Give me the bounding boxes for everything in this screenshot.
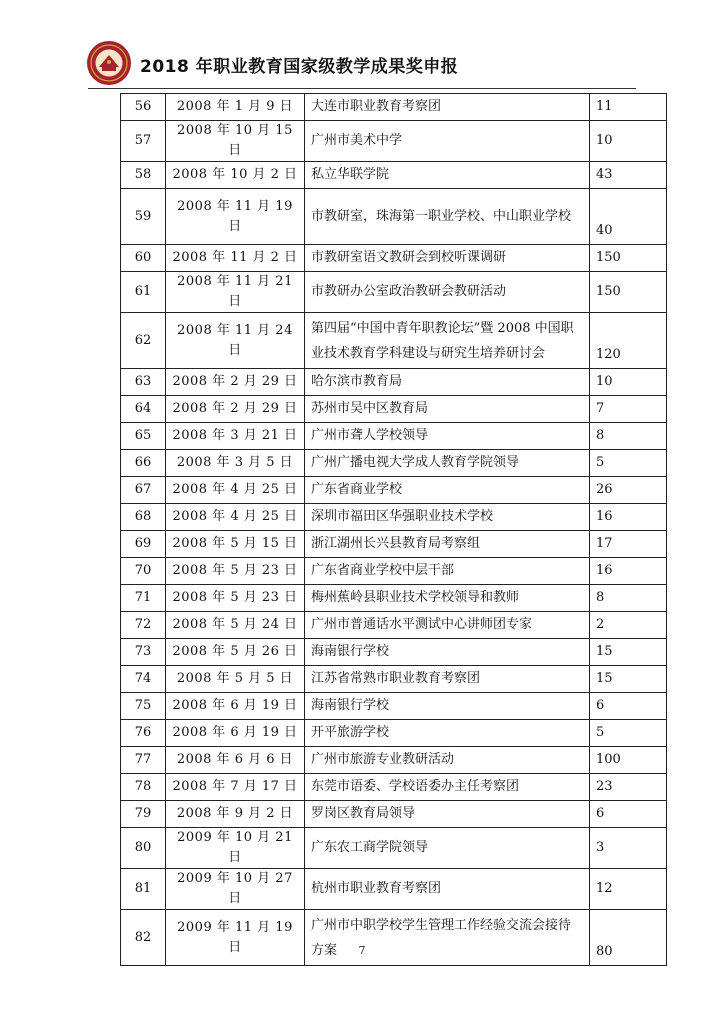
row-number-cell: 67 (121, 477, 166, 504)
row-unit-cell: 罗岗区教育局领导 (305, 801, 590, 828)
table-row (121, 666, 667, 693)
row-number-cell: 75 (121, 693, 166, 720)
row-unit-cell: 深圳市福田区华强职业技术学校 (305, 504, 590, 531)
header-title: 2018 年职业教育国家级教学成果奖申报 (140, 57, 459, 77)
row-count-cell: 43 (590, 162, 667, 189)
row-unit-cell: 广州市中职学校学生管理工作经验交流会接待方案 (305, 910, 590, 966)
row-date-cell: 2008 年 11 月 24 日 (166, 313, 305, 369)
row-number-cell: 63 (121, 369, 166, 396)
row-number-cell: 64 (121, 396, 166, 423)
row-unit-cell: 广州市聋人学校领导 (305, 423, 590, 450)
row-count-cell: 80 (590, 910, 667, 966)
row-unit-cell: 广州市旅游专业教研活动 (305, 747, 590, 774)
table-row (121, 910, 667, 966)
row-number-cell: 66 (121, 450, 166, 477)
row-unit-cell: 广东省商业学校中层干部 (305, 558, 590, 585)
row-unit-cell: 苏州市吴中区教育局 (305, 396, 590, 423)
row-date-cell: 2008 年 7 月 17 日 (166, 774, 305, 801)
row-date-cell: 2008 年 10 月 2 日 (166, 162, 305, 189)
row-unit-cell: 第四届“中国中青年职教论坛”暨 2008 中国职业技术教育学科建设与研究生培养研讨会 (305, 313, 590, 369)
row-date-cell: 2008 年 2 月 29 日 (166, 369, 305, 396)
row-number-cell: 59 (121, 189, 166, 245)
row-number-cell: 71 (121, 585, 166, 612)
row-date-cell: 2008 年 6 月 19 日 (166, 720, 305, 747)
row-date-cell: 2008 年 9 月 2 日 (166, 801, 305, 828)
row-count-cell: 5 (590, 720, 667, 747)
row-count-cell: 16 (590, 504, 667, 531)
row-number-cell: 70 (121, 558, 166, 585)
row-number-cell: 60 (121, 245, 166, 272)
reception-records-table (120, 93, 667, 966)
row-count-cell: 6 (590, 693, 667, 720)
row-unit-cell: 江苏省常熟市职业教育考察团 (305, 666, 590, 693)
row-number-cell: 79 (121, 801, 166, 828)
row-number-cell: 82 (121, 910, 166, 966)
row-number-cell: 58 (121, 162, 166, 189)
row-unit-cell: 大连市职业教育考察团 (305, 94, 590, 121)
row-unit-cell: 哈尔滨市教育局 (305, 369, 590, 396)
row-count-cell: 150 (590, 245, 667, 272)
row-number-cell: 65 (121, 423, 166, 450)
row-count-cell: 10 (590, 121, 667, 162)
row-count-cell: 100 (590, 747, 667, 774)
row-date-cell: 2008 年 5 月 15 日 (166, 531, 305, 558)
row-number-cell: 78 (121, 774, 166, 801)
row-date-cell: 2009 年 10 月 21 日 (166, 828, 305, 869)
row-date-cell: 2008 年 4 月 25 日 (166, 504, 305, 531)
row-unit-cell: 广东农工商学院领导 (305, 828, 590, 869)
row-count-cell: 26 (590, 477, 667, 504)
row-unit-cell: 广东省商业学校 (305, 477, 590, 504)
table-row (121, 558, 667, 585)
row-count-cell: 8 (590, 585, 667, 612)
row-count-cell: 15 (590, 666, 667, 693)
row-number-cell: 81 (121, 869, 166, 910)
row-date-cell: 2008 年 2 月 29 日 (166, 396, 305, 423)
row-unit-cell: 私立华联学院 (305, 162, 590, 189)
row-count-cell: 150 (590, 272, 667, 313)
page-header (0, 0, 724, 96)
row-date-cell: 2008 年 5 月 24 日 (166, 612, 305, 639)
row-count-cell: 5 (590, 450, 667, 477)
row-unit-cell: 梅州蕉岭县职业技术学校领导和教师 (305, 585, 590, 612)
row-number-cell: 68 (121, 504, 166, 531)
table-row (121, 313, 667, 369)
row-unit-cell: 浙江湖州长兴县教育局考察组 (305, 531, 590, 558)
table-row (121, 828, 667, 869)
row-count-cell: 2 (590, 612, 667, 639)
table-row (121, 720, 667, 747)
row-unit-cell: 杭州市职业教育考察团 (305, 869, 590, 910)
row-unit-cell: 开平旅游学校 (305, 720, 590, 747)
row-unit-cell: 广州市美术中学 (305, 121, 590, 162)
table-row (121, 747, 667, 774)
table-row (121, 369, 667, 396)
row-date-cell: 2008 年 3 月 5 日 (166, 450, 305, 477)
row-date-cell: 2009 年 11 月 19 日 (166, 910, 305, 966)
table-row (121, 612, 667, 639)
row-number-cell: 74 (121, 666, 166, 693)
table-row (121, 504, 667, 531)
row-count-cell: 8 (590, 423, 667, 450)
table-row (121, 531, 667, 558)
row-date-cell: 2008 年 5 月 5 日 (166, 666, 305, 693)
row-date-cell: 2008 年 10 月 15 日 (166, 121, 305, 162)
row-number-cell: 57 (121, 121, 166, 162)
row-date-cell: 2009 年 10 月 27 日 (166, 869, 305, 910)
row-number-cell: 72 (121, 612, 166, 639)
table-row (121, 272, 667, 313)
row-number-cell: 61 (121, 272, 166, 313)
row-date-cell: 2008 年 6 月 6 日 (166, 747, 305, 774)
row-number-cell: 69 (121, 531, 166, 558)
header-divider (88, 88, 636, 89)
table-row (121, 774, 667, 801)
table-row (121, 585, 667, 612)
page-number: 7 (358, 944, 366, 957)
table-row (121, 162, 667, 189)
row-count-cell: 11 (590, 94, 667, 121)
row-date-cell: 2008 年 6 月 19 日 (166, 693, 305, 720)
school-emblem-icon (86, 40, 132, 86)
row-unit-cell: 海南银行学校 (305, 693, 590, 720)
row-number-cell: 73 (121, 639, 166, 666)
row-unit-cell: 市教研室，珠海第一职业学校、中山职业学校 (305, 189, 590, 245)
row-count-cell: 17 (590, 531, 667, 558)
table-row (121, 450, 667, 477)
table-row (121, 396, 667, 423)
row-count-cell: 10 (590, 369, 667, 396)
row-number-cell: 62 (121, 313, 166, 369)
row-count-cell: 12 (590, 869, 667, 910)
row-number-cell: 80 (121, 828, 166, 869)
row-count-cell: 23 (590, 774, 667, 801)
table-row (121, 693, 667, 720)
table-row (121, 121, 667, 162)
table-row (121, 423, 667, 450)
table-row (121, 94, 667, 121)
row-date-cell: 2008 年 1 月 9 日 (166, 94, 305, 121)
row-date-cell: 2008 年 11 月 21 日 (166, 272, 305, 313)
row-date-cell: 2008 年 5 月 23 日 (166, 558, 305, 585)
table-row (121, 189, 667, 245)
row-date-cell: 2008 年 5 月 26 日 (166, 639, 305, 666)
row-unit-cell: 市教研办公室政治教研会教研活动 (305, 272, 590, 313)
row-count-cell: 120 (590, 313, 667, 369)
table-row (121, 245, 667, 272)
row-date-cell: 2008 年 4 月 25 日 (166, 477, 305, 504)
row-date-cell: 2008 年 11 月 19 日 (166, 189, 305, 245)
row-number-cell: 56 (121, 94, 166, 121)
row-date-cell: 2008 年 3 月 21 日 (166, 423, 305, 450)
row-date-cell: 2008 年 11 月 2 日 (166, 245, 305, 272)
row-unit-cell: 海南银行学校 (305, 639, 590, 666)
table-row (121, 639, 667, 666)
row-count-cell: 7 (590, 396, 667, 423)
row-number-cell: 77 (121, 747, 166, 774)
row-count-cell: 6 (590, 801, 667, 828)
table-row (121, 801, 667, 828)
row-count-cell: 16 (590, 558, 667, 585)
row-unit-cell: 广州广播电视大学成人教育学院领导 (305, 450, 590, 477)
row-unit-cell: 东莞市语委、学校语委办主任考察团 (305, 774, 590, 801)
row-count-cell: 40 (590, 189, 667, 245)
row-unit-cell: 市教研室语文教研会到校听课调研 (305, 245, 590, 272)
table-body (121, 94, 667, 966)
table-row (121, 869, 667, 910)
row-number-cell: 76 (121, 720, 166, 747)
row-count-cell: 15 (590, 639, 667, 666)
row-date-cell: 2008 年 5 月 23 日 (166, 585, 305, 612)
table-row (121, 477, 667, 504)
row-count-cell: 3 (590, 828, 667, 869)
row-unit-cell: 广州市普通话水平测试中心讲师团专家 (305, 612, 590, 639)
